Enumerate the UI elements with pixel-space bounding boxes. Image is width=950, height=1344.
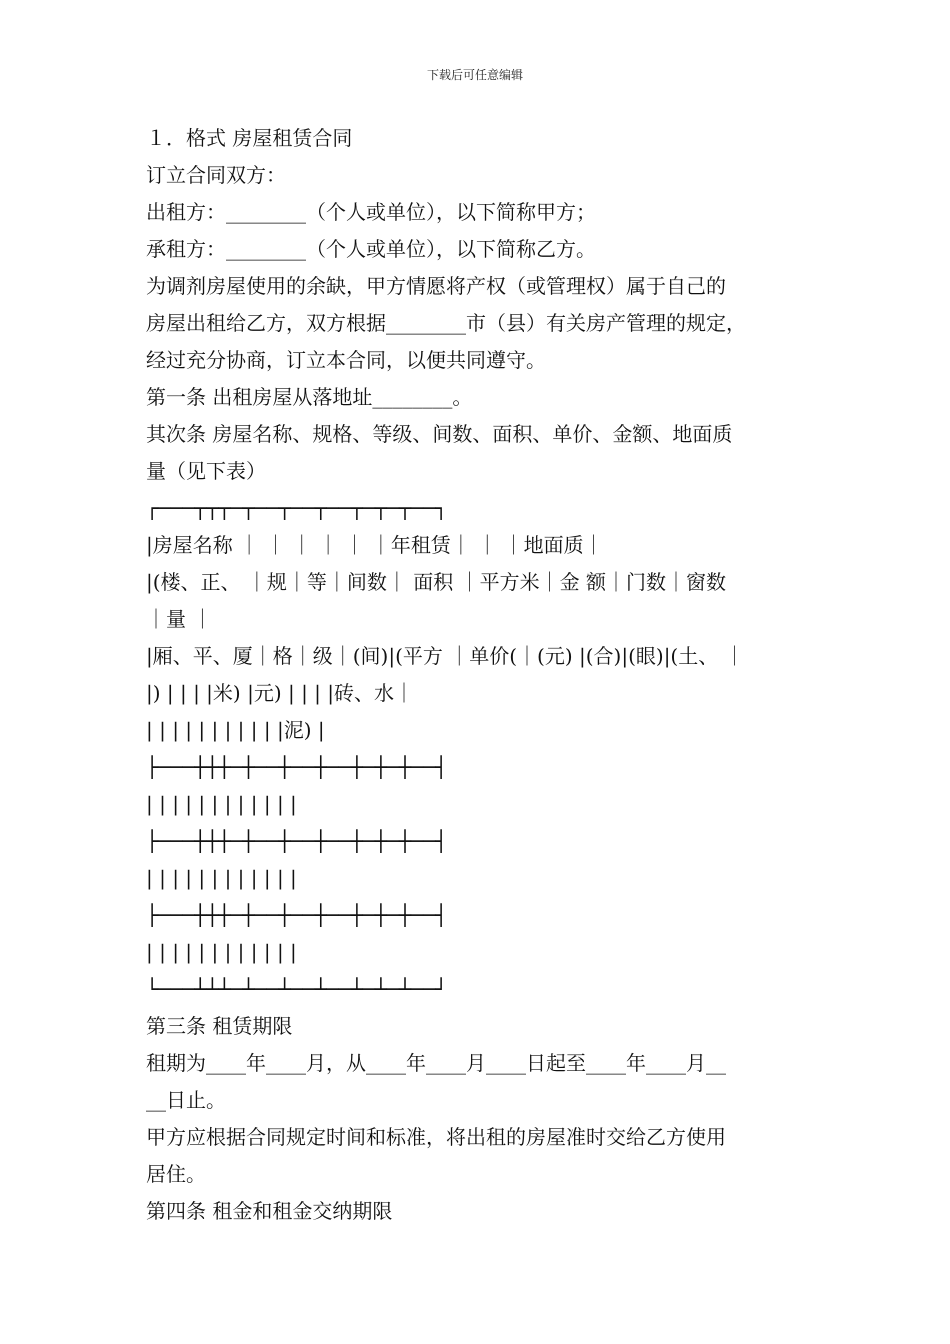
table-header-row-4: |) | | | |米) |元) | | | |砖、水｜: [146, 681, 415, 705]
table-separator: ├───┼┼┼─┼──┼──┼──┼─┼─┼──┤: [146, 755, 448, 779]
article-1: 第一条 出租房屋从落地址________。: [146, 385, 473, 409]
table-header-row-2-wrap: ｜量 ｜: [146, 607, 213, 631]
parties-heading: 订立合同双方：: [146, 163, 286, 187]
article-3-delivery-line-2: 居住。: [146, 1162, 206, 1186]
article-3-term-line-2: __日止。: [146, 1088, 226, 1112]
article-3-heading: 第三条 租赁期限: [146, 1014, 293, 1038]
table-top-border: ┌───┬┬┬─┬──┬──┬──┬─┬─┬──┐: [146, 496, 448, 520]
preamble-line-2: 房屋出租给乙方，双方根据________市（县）有关房产管理的规定，: [146, 311, 746, 335]
table-header-row-2: |(楼、正、 ｜规｜等｜间数｜ 面积 ｜平方米｜金 额｜门数｜窗数: [146, 570, 726, 594]
contract-title: １．格式 房屋租赁合同: [146, 126, 353, 150]
article-2-line-2: 量（见下表）: [146, 459, 266, 483]
table-bottom-border: └───┴┴┴─┴──┴──┴──┴─┴─┴──┘: [146, 977, 448, 1001]
page-header: 下载后可任意编辑: [426, 68, 523, 82]
table-header-row-3: |厢、平、厦｜格｜级｜(间)|(平方 ｜单价(｜(元) |(合)|(眼)|(土、 ｜: [146, 644, 745, 668]
preamble-line-1: 为调剂房屋使用的余缺，甲方情愿将产权（或管理权）属于自己的: [146, 274, 726, 298]
article-2-line-1: 其次条 房屋名称、规格、等级、间数、面积、单价、金额、地面质: [146, 422, 733, 446]
document-body: [146, 120, 826, 1230]
table-separator: ├───┼┼┼─┼──┼──┼──┼─┼─┼──┤: [146, 829, 448, 853]
table-row: | | | | | | | | | | | |: [146, 940, 297, 964]
table-header-row-5: | | | | | | | | | | |泥) |: [146, 718, 325, 742]
preamble-line-3: 经过充分协商，订立本合同，以便共同遵守。: [146, 348, 546, 372]
table-separator: ├───┼┼┼─┼──┼──┼──┼─┼─┼──┤: [146, 903, 448, 927]
article-3-delivery-line-1: 甲方应根据合同规定时间和标准，将出租的房屋准时交给乙方使用: [146, 1125, 726, 1149]
article-3-term-line-1: 租期为____年____月，从____年____月____日起至____年____月__: [146, 1051, 726, 1075]
lessor-line: 出租方：________（个人或单位），以下简称甲方；: [146, 200, 596, 224]
lessee-line: 承租方：________（个人或单位），以下简称乙方。: [146, 237, 596, 261]
table-row: | | | | | | | | | | | |: [146, 866, 297, 890]
table-row: | | | | | | | | | | | |: [146, 792, 297, 816]
table-header-row-1: |房屋名称 ｜ ｜ ｜ ｜ ｜ ｜年租赁｜ ｜ ｜地面质｜: [146, 533, 604, 557]
article-4-heading: 第四条 租金和租金交纳期限: [146, 1199, 393, 1223]
